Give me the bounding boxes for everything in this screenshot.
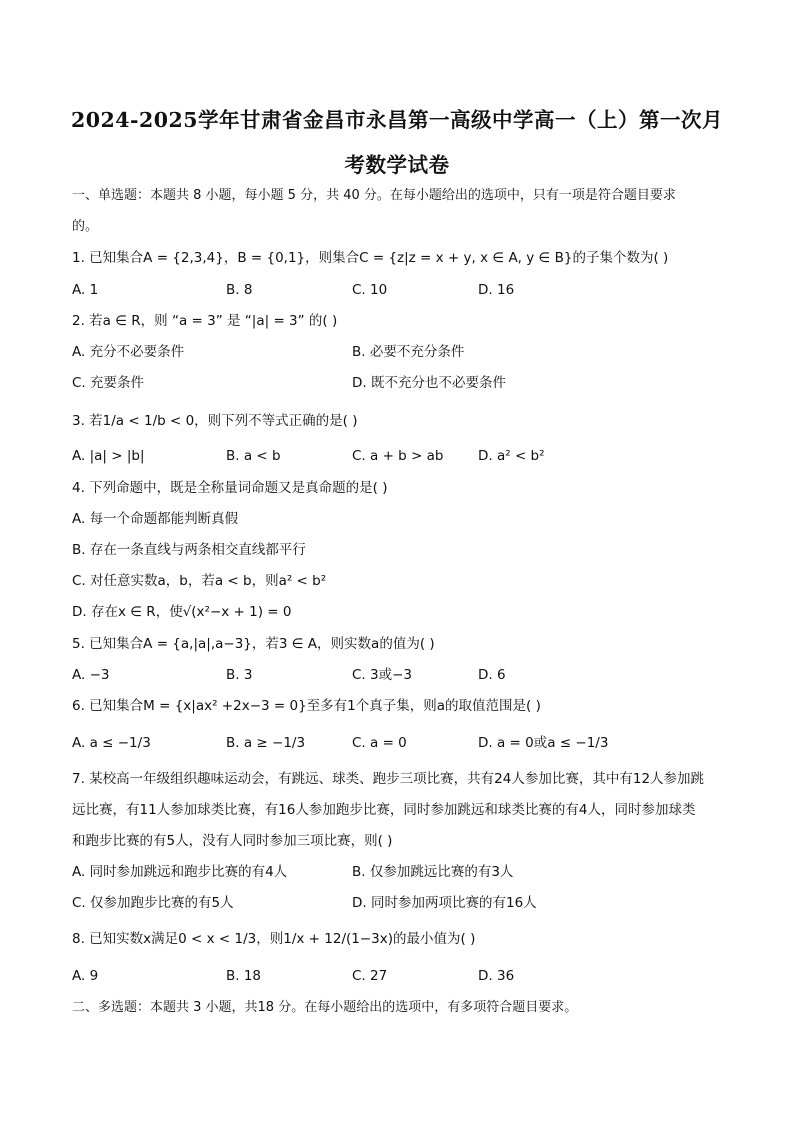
q1-option-d: D. 16 bbox=[478, 282, 515, 298]
q7-option-d: D. 同时参加两项比赛的有16人 bbox=[352, 895, 537, 911]
page-title-line2: 考数学试卷 bbox=[344, 153, 450, 177]
q8-option-a: A. 9 bbox=[72, 968, 99, 984]
q6-option-d: D. a = 0或a ≤ −1/3 bbox=[478, 735, 609, 751]
q2-option-b: B. 必要不充分条件 bbox=[352, 344, 465, 360]
question-7-stem-line3: 和跑步比赛的有5人，没有人同时参加三项比赛，则( ) bbox=[72, 833, 393, 849]
q4-option-c: C. 对任意实数a，b，若a < b，则a² < b² bbox=[72, 573, 327, 589]
question-5-stem: 5. 已知集合A = {a,|a|,a−3}，若3 ∈ A，则实数a的值为( ) bbox=[72, 636, 435, 652]
q7-option-a: A. 同时参加跳远和跑步比赛的有4人 bbox=[72, 864, 288, 880]
q3-option-a: A. |a| > |b| bbox=[72, 448, 145, 464]
q2-option-a: A. 充分不必要条件 bbox=[72, 344, 185, 360]
q5-option-a: A. −3 bbox=[72, 667, 110, 683]
section1-heading-line1: 一、单选题：本题共 8 小题，每小题 5 分，共 40 分。在每小题给出的选项中，只有一项是符合题目要求 bbox=[72, 188, 676, 203]
question-1-stem: 1. 已知集合A = {2,3,4}，B = {0,1}，则集合C = {z|z = x + y, x ∈ A, y ∈ B}的子集个数为( ) bbox=[72, 250, 669, 266]
q8-option-c: C. 27 bbox=[352, 968, 388, 984]
q1-option-b: B. 8 bbox=[226, 282, 253, 298]
section2-heading: 二、多选题：本题共 3 小题，共18 分。在每小题给出的选项中，有多项符合题目要求。 bbox=[72, 1000, 578, 1015]
q5-option-b: B. 3 bbox=[226, 667, 253, 683]
question-3-stem: 3. 若1/a < 1/b < 0，则下列不等式正确的是( ) bbox=[72, 413, 358, 429]
question-2-stem: 2. 若a ∈ R，则 “a = 3” 是 “|a| = 3” 的( ) bbox=[72, 313, 338, 329]
q2-option-d: D. 既不充分也不必要条件 bbox=[352, 375, 506, 391]
page-title-line1: 2024-2025学年甘肃省金昌市永昌第一高级中学高一（上）第一次月 bbox=[70, 108, 724, 132]
q6-option-a: A. a ≤ −1/3 bbox=[72, 735, 151, 751]
question-7-stem-line1: 7. 某校高一年级组织趣味运动会，有跳远、球类、跑步三项比赛，共有24人参加比赛，其中有12人参加跳 bbox=[72, 771, 705, 787]
q8-option-d: D. 36 bbox=[478, 968, 515, 984]
q8-option-b: B. 18 bbox=[226, 968, 262, 984]
q2-option-c: C. 充要条件 bbox=[72, 375, 145, 391]
section1-heading-line2: 的。 bbox=[72, 219, 99, 234]
q5-option-c: C. 3或−3 bbox=[352, 667, 412, 683]
question-8-stem: 8. 已知实数x满足0 < x < 1/3，则1/x + 12/(1−3x)的最小值为( ) bbox=[72, 931, 476, 947]
q1-option-c: C. 10 bbox=[352, 282, 388, 298]
q1-option-a: A. 1 bbox=[72, 282, 99, 298]
q3-option-b: B. a < b bbox=[226, 448, 281, 464]
question-7-stem-line2: 远比赛，有11人参加球类比赛，有16人参加跑步比赛，同时参加跳远和球类比赛的有4人，同时参加球类 bbox=[72, 802, 696, 818]
question-6-stem: 6. 已知集合M = {x|ax² +2x−3 = 0}至多有1个真子集，则a的取值范围是( ) bbox=[72, 698, 541, 714]
q4-option-d: D. 存在x ∈ R，使√(x²−x + 1) = 0 bbox=[72, 604, 292, 620]
q3-option-d: D. a² < b² bbox=[478, 448, 545, 464]
q7-option-b: B. 仅参加跳远比赛的有3人 bbox=[352, 864, 514, 880]
q4-option-a: A. 每一个命题都能判断真假 bbox=[72, 511, 239, 527]
q6-option-b: B. a ≥ −1/3 bbox=[226, 735, 306, 751]
question-4-stem: 4. 下列命题中，既是全称量词命题又是真命题的是( ) bbox=[72, 480, 388, 496]
q4-option-b: B. 存在一条直线与两条相交直线都平行 bbox=[72, 542, 306, 558]
q3-option-c: C. a + b > ab bbox=[352, 448, 444, 464]
q6-option-c: C. a = 0 bbox=[352, 735, 407, 751]
q7-option-c: C. 仅参加跑步比赛的有5人 bbox=[72, 895, 234, 911]
q5-option-d: D. 6 bbox=[478, 667, 506, 683]
